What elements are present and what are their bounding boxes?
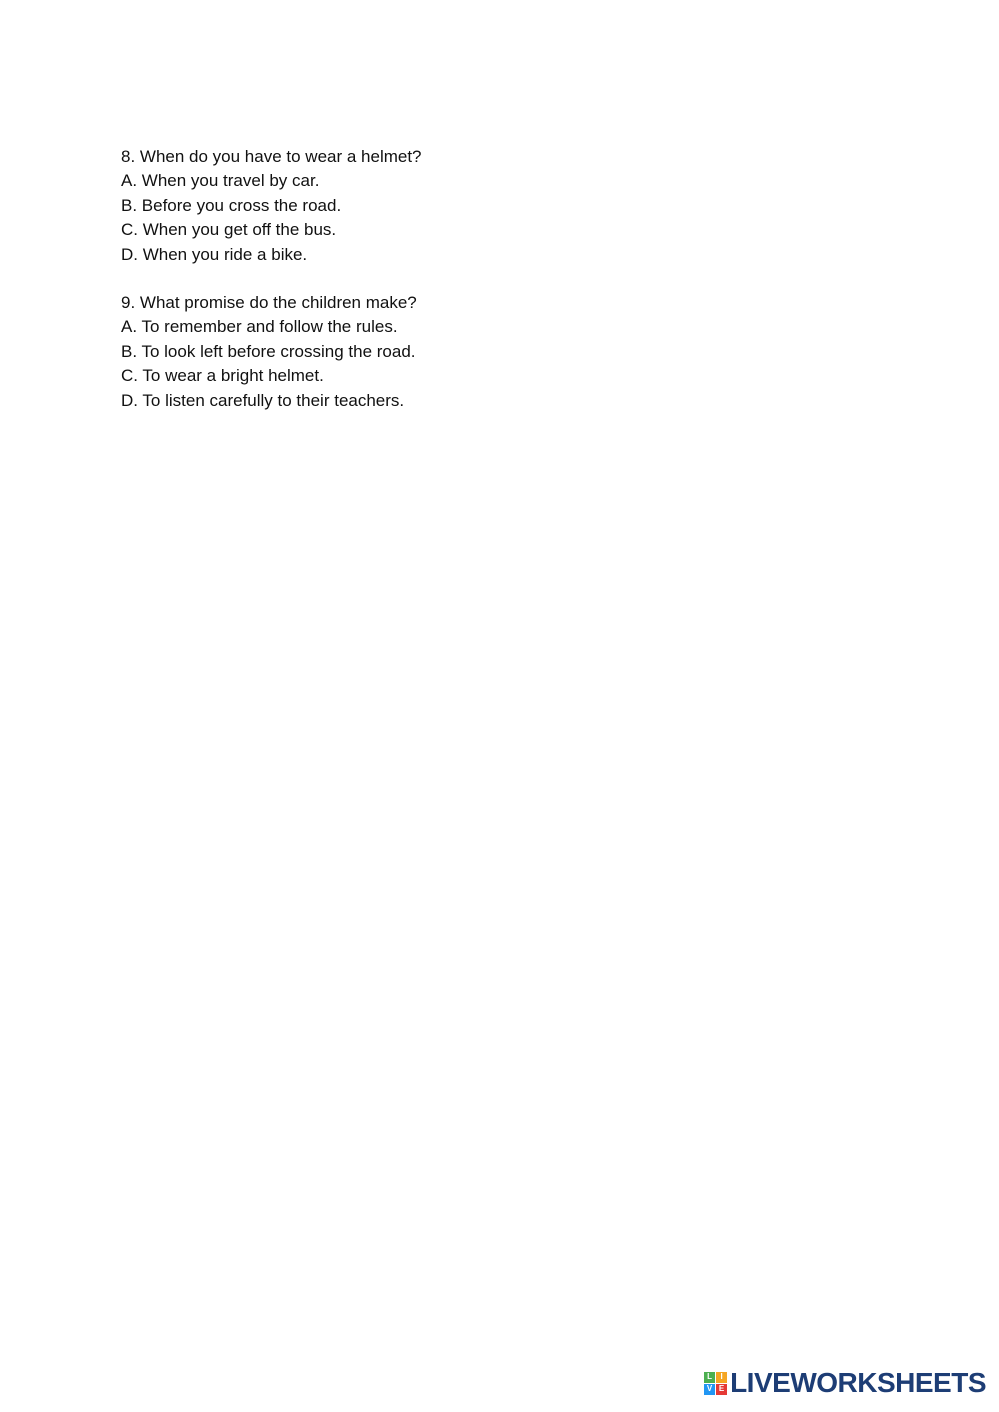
logo-blocks-icon bbox=[704, 1372, 727, 1395]
answer-option-d: D. When you ride a bike. bbox=[121, 244, 308, 264]
answer-option-a: A. When you travel by car. bbox=[121, 171, 320, 191]
answer-option-b: B. Before you cross the road. bbox=[121, 195, 342, 215]
answer-option-a: A. To remember and follow the rules. bbox=[121, 317, 398, 337]
answer-option-b: B. To look left before crossing the road. bbox=[121, 341, 416, 361]
question-8 bbox=[121, 145, 821, 267]
question-prompt: 9. What promise do the children make? bbox=[121, 293, 417, 313]
answer-option-c: C. When you get off the bus. bbox=[121, 220, 337, 240]
question-9 bbox=[121, 291, 821, 413]
logo-block-v: V bbox=[704, 1384, 715, 1395]
logo-block-i: I bbox=[716, 1372, 727, 1383]
liveworksheets-logo bbox=[704, 1368, 986, 1398]
question-prompt: 8. When do you have to wear a helmet? bbox=[121, 147, 422, 166]
logo-wordmark: LIVEWORKSHEETS bbox=[730, 1367, 986, 1398]
logo-block-e: E bbox=[716, 1384, 727, 1395]
logo-block-l: L bbox=[704, 1372, 715, 1383]
answer-option-d: D. To listen carefully to their teachers. bbox=[121, 390, 405, 410]
answer-option-c: C. To wear a bright helmet. bbox=[121, 366, 324, 386]
worksheet-content bbox=[121, 145, 821, 437]
